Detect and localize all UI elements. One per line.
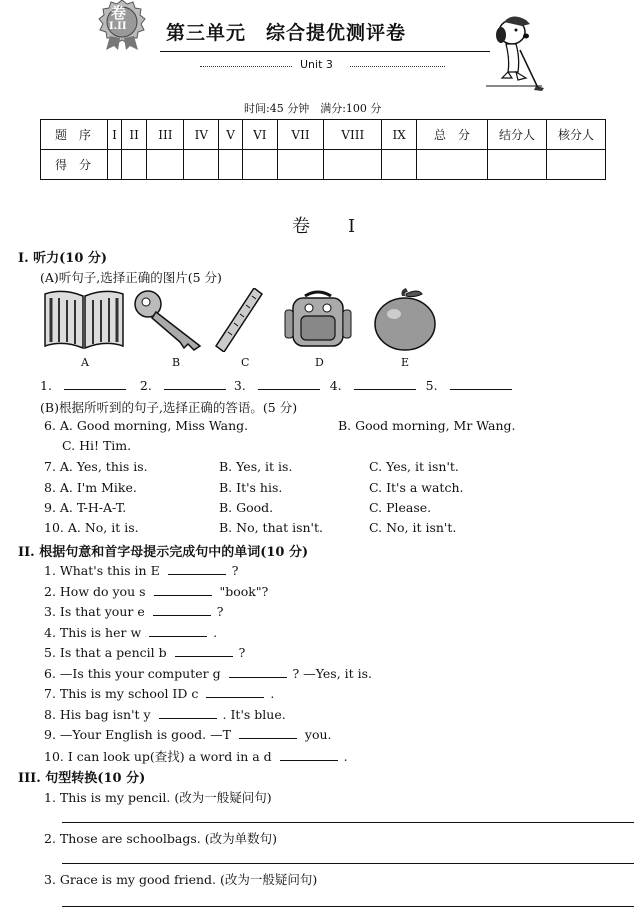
answer-blank[interactable] [450,377,512,390]
picture-e [372,288,438,355]
section-2-title: II. 根据句意和首字母提示完成句中的单词(10 分) [18,545,309,560]
question-6-option-c: C. Hi! Tim. [62,438,132,453]
score-table-header-row [41,120,606,150]
picture-label-d: D [315,356,324,369]
question-option-c: C. Yes, it isn't. [369,459,459,474]
unit-dots-right [350,66,445,67]
score-cell[interactable] [488,150,547,180]
question-option-b: B. No, that isn't. [219,520,323,535]
score-cell[interactable] [324,150,382,180]
picture-c [214,288,264,355]
title-row [160,18,490,58]
section-1a-instruction: (A)听句子,选择正确的图片(5 分) [40,270,222,285]
fill-blank[interactable] [159,706,217,719]
title-underline [160,51,490,52]
score-cell[interactable] [184,150,219,180]
fill-question-tail: ? [216,604,224,619]
fill-blank[interactable] [175,644,233,657]
fill-blank[interactable] [280,748,338,761]
fill-question [44,726,332,742]
score-col: I [108,120,122,150]
fill-question [44,603,223,619]
fill-question [44,747,348,765]
section-1-title: I. 听力(10 分) [18,251,108,266]
snoopy-icon [482,10,546,92]
fill-blank[interactable] [206,685,264,698]
transform-question: 1. This is my pencil. (改为一般疑问句) [44,790,272,805]
score-cell[interactable] [147,150,184,180]
ruler-icon [214,288,264,352]
picture-b [132,288,206,355]
answer-number: 2. [139,378,152,393]
fill-blank[interactable] [168,562,226,575]
question-option-c: C. It's a watch. [369,480,464,495]
unit-dots-left [200,66,292,67]
fill-question-tail: . [270,686,275,701]
fill-question-text: 3. Is that your e [44,604,145,619]
key-icon [132,288,206,352]
score-cell[interactable] [242,150,277,180]
fill-question [44,706,286,722]
volume-title: 卷 I [292,216,366,237]
score-table-row-head: 得分 [41,150,108,180]
picture-a [43,288,125,355]
section-1b-instruction: (B)根据所听到的句子,选择正确的答语。(5 分) [40,400,298,415]
fill-question-text: 5. Is that a pencil b [44,645,167,660]
answer-line[interactable] [62,863,634,864]
fill-question-tail: . [213,625,218,640]
section-3-title: III. 句型转换(10 分) [18,771,146,786]
score-col: II [121,120,146,150]
fill-blank[interactable] [229,665,287,678]
answer-blank[interactable] [64,377,126,390]
question-option-a: 9. A. T-H-A-T. [44,500,127,515]
question-6-option-a: 6. A. Good morning, Miss Wang. [44,418,249,433]
score-table-row-head: 题序 [41,120,108,150]
fill-blank[interactable] [149,624,207,637]
question-option-a: 10. A. No, it is. [44,520,139,535]
score-col: 核分人 [547,120,606,150]
score-cell[interactable] [382,150,417,180]
answer-line[interactable] [62,822,634,823]
book-icon [43,288,125,352]
fill-question [44,685,274,701]
question-option-b: B. It's his. [219,480,283,495]
score-col: III [147,120,184,150]
score-cell[interactable] [108,150,122,180]
schoolbag-icon [283,288,353,352]
snoopy-golfer-illustration [482,10,546,92]
answer-line[interactable] [62,906,634,907]
fill-blank[interactable] [153,603,211,616]
fill-question-text: 2. How do you s [44,584,146,599]
score-cell[interactable] [547,150,606,180]
question-option-c: C. Please. [369,500,432,515]
time-and-score-info: 时间:45 分钟 满分:100 分 [244,102,382,115]
fill-blank[interactable] [154,583,212,596]
fill-question [44,624,217,640]
score-table-score-row [41,150,606,180]
score-table [40,119,606,180]
answer-number: 3. [233,378,246,393]
score-col: IX [382,120,417,150]
fill-question-tail: ? [238,645,246,660]
question-option-a: 8. A. I'm Mike. [44,480,137,495]
answer-number: 4. [329,378,342,393]
score-cell[interactable] [277,150,323,180]
score-col: IV [184,120,219,150]
picture-label-b: B [172,356,181,369]
transform-question: 3. Grace is my good friend. (改为一般疑问句) [44,872,318,887]
score-cell[interactable] [219,150,242,180]
picture-label-e: E [401,356,410,369]
badge-top-text: 卷 [111,4,127,22]
unit-label: Unit 3 [300,58,333,71]
score-cell[interactable] [417,150,488,180]
question-option-c: C. No, it isn't. [369,520,457,535]
fill-question-tail: "book"? [219,584,269,599]
score-cell[interactable] [121,150,146,180]
fill-blank[interactable] [239,726,297,739]
picture-label-c: C [241,356,250,369]
fill-question [44,644,245,660]
fill-question-tail: ? —Yes, it is. [292,666,373,681]
fill-question-tail: . It's blue. [222,707,286,722]
badge-bottom-text: I.II [109,21,127,32]
question-option-b: B. Good. [219,500,274,515]
fill-question [44,583,268,599]
medal-badge [94,0,150,50]
answer-number: 1. [40,378,52,393]
fill-question-tail: you. [304,727,332,742]
picture-d [283,288,353,355]
question-option-a: 7. A. Yes, this is. [44,459,148,474]
score-col: 结分人 [488,120,547,150]
fill-question-text: 9. —Your English is good. —T [44,727,231,742]
fill-question-text: 1. What's this in E [44,563,160,578]
fill-question-text: 7. This is my school ID c [44,686,199,701]
score-col: 总 分 [417,120,488,150]
picture-label-a: A [81,356,89,369]
answer-blank[interactable] [164,377,226,390]
score-col: VIII [324,120,382,150]
answer-row [40,377,512,393]
fill-question-tail: ? [231,563,239,578]
fill-question-text: 6. —Is this your computer g [44,666,221,681]
answer-blank[interactable] [258,377,320,390]
question-option-b: B. Yes, it is. [219,459,293,474]
score-col: VII [277,120,323,150]
fill-question [44,562,238,578]
fill-question-text: 10. I can look up(查找) a word in a d [44,749,272,764]
fill-question-tail: . [343,749,348,764]
orange-icon [372,288,438,352]
unit-row [200,58,450,74]
score-col: V [219,120,242,150]
page-title: 第三单元 综合提优测评卷 [166,22,407,44]
question-6-option-b: B. Good morning, Mr Wang. [338,418,516,433]
answer-number: 5. [425,378,438,393]
fill-question-text: 8. His bag isn't y [44,707,151,722]
fill-question [44,665,372,681]
transform-question: 2. Those are schoolbags. (改为单数句) [44,831,277,846]
score-col: VI [242,120,277,150]
answer-blank[interactable] [354,377,416,390]
fill-question-text: 4. This is her w [44,625,142,640]
